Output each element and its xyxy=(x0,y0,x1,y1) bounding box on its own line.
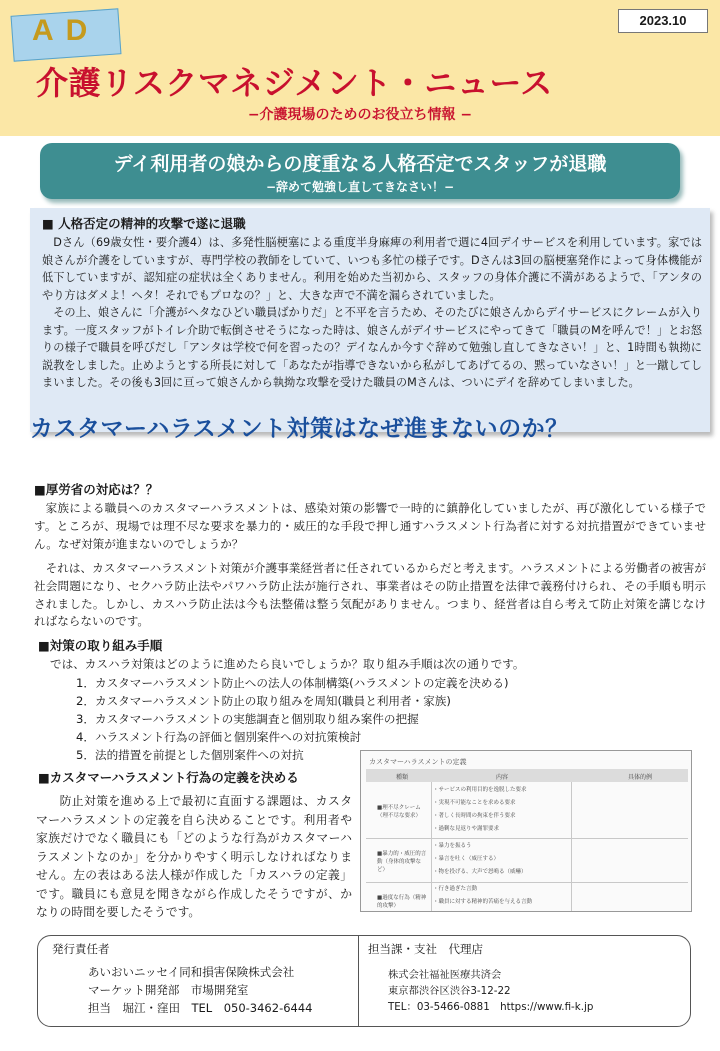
agent-name: 株式会社福祉医療共済会 xyxy=(388,969,502,981)
steps-lead: では、カスハラ対策はどのように進めたら良いでしょうか？取り組み手順は次の通りです。 xyxy=(50,657,525,671)
table-caption: カスタマーハラスメントの定義 xyxy=(369,758,467,766)
list-item: 2．カスタマーハラスメント防止の取り組みを周知(職員と利用者・家族) xyxy=(76,694,451,708)
footer-box xyxy=(37,935,691,1027)
table-row: ・物を投げる、大声で怒鳴る（威嚇） xyxy=(433,869,527,875)
table-header-type: 種類 xyxy=(396,774,409,781)
case-story-heading: ■ 人格否定の精神的攻撃で遂に退職 xyxy=(42,216,246,231)
headline-banner xyxy=(40,143,680,199)
table-column-divider xyxy=(431,782,432,912)
case-story-paragraph-2: その上、娘さんに「介護がヘタなひどい職員ばかりだ」と不平を言うため、そのたびに娘さんからデイサービスにクレームが入ります。一度スタッフがトイレ介助で転倒させそうになった時は、娘さんがデイサービスにやってきて「職員のMを呼んで！」とお怒りの様子で職員を呼びだし「アンタは学校で何を習ったの？デイなんか今すぐ辞めて勉強し直してきなさい！」と、1時間も執拗に説教をしました。止めようとする所長に対して「あなたが指導できないから私がしてあげてるの、黙っていなさい！」と一蹴してしまいました。その後も3回に亘って娘さんから執拗な攻撃を受けた職員のMさんは、ついにデイを辞めてしまいました。 xyxy=(42,306,702,389)
headline-title: デイ利用者の娘からの度重なる人格否定でスタッフが退職 xyxy=(113,153,607,175)
headline-subtitle: −辞めて勉強し直してきなさい！− xyxy=(265,180,455,194)
table-category-1: ■理不尽クレーム（理不尽な要求） xyxy=(377,805,422,819)
paragraph-mhlw-2: それは、カスタマーハラスメント対策が介護事業経営者に任されているからだと考えます。ハラスメントによる労働者の被害が社会問題になり、セクハラ防止法やパワハラ防止法が施行され、事業者はその防止措置を法律で義務付けられ、その手順も明示されました。しかし、カスハラ防止法は今も法整備は整う気配がありません。つまり、経営者は自ら考えて防止対策を講じなければならないのです。 xyxy=(34,561,706,629)
definition-table-image xyxy=(360,750,692,912)
list-item: 4．ハラスメント行為の評価と個別案件への対抗策検討 xyxy=(76,730,362,744)
table-header-content: 内容 xyxy=(496,774,509,781)
table-row: ・実現不可能なことを求める要求 xyxy=(433,800,516,806)
newsletter-title: 介護リスクマネジメント・ニュース xyxy=(36,64,553,102)
list-item: 3．カスタマーハラスメントの実態調査と個別取り組み案件の把握 xyxy=(76,712,419,726)
case-story-paragraph-1: Dさん（69歳女性・要介護4）は、多発性脳梗塞による重度半身麻痺の利用者で週に4回デイサービスを利用しています。家では娘さんが介護をしていますが、専門学校の教師をしていて、いつも多忙の様子です。Dさんは3回の脳梗塞発作によって身体機能が低下していますが、認知症の症状は全くありません。利用を始めた当初から、スタッフの身体介護に不満があるようで、「アンタのやり方はダメよ！ヘタ！それでもプロなの？」と、大きな声で不満を漏らされていました。 xyxy=(42,236,702,302)
table-row: ・暴力を振るう xyxy=(433,843,472,849)
publisher-company: あいおいニッセイ同和損害保険株式会社 xyxy=(88,965,295,979)
newsletter-subtitle: −介護現場のためのお役立ち情報 − xyxy=(247,107,473,123)
table-row-divider xyxy=(366,882,688,883)
list-item: 1．カスタマーハラスメント防止への法人の体制構築(ハラスメントの定義を決める) xyxy=(76,676,509,690)
agent-address: 東京都渋谷区渋谷3-12-22 xyxy=(388,985,511,997)
agent-tel: TEL：03-5466-0881 https://www.fi-k.jp xyxy=(388,1001,594,1013)
header-band xyxy=(0,0,720,136)
table-category-2: ■暴力的・威圧的言動（身体的攻撃など） xyxy=(377,851,427,873)
table-row: ・サービスの利用目的を逸脱した要求 xyxy=(433,787,527,793)
publisher-contact: 担当 堀江・窪田 TEL 050-3462-6444 xyxy=(88,1001,313,1015)
issue-date: 2023.10 xyxy=(618,9,708,33)
table-row: ・著しく長時間の拘束を伴う要求 xyxy=(433,813,516,819)
table-row: ・暴言を吐く（威圧する） xyxy=(433,856,500,862)
table-row: ・職員に対する精神的苦痛を与える言動 xyxy=(433,899,533,905)
paragraph-mhlw-1: 家族による職員へのカスタマーハラスメントは、感染対策の影響で一時的に鎮静化していましたが、再び激化している様子です。ところが、現場では理不尽な要求を暴力的・威圧的な手段で押し通すハラスメント行為者に対する対抗措置ができていません。なぜ対策が進まないのでしょうか？ xyxy=(34,501,706,551)
table-column-divider xyxy=(571,782,572,912)
footer-divider xyxy=(358,936,359,1026)
case-story-box xyxy=(30,208,710,432)
table-header-example: 具体的例 xyxy=(628,774,653,781)
heading-mhlw: ■厚労省の対応は？？ xyxy=(34,482,159,497)
table-row: ・行き過ぎた言動 xyxy=(433,886,478,892)
agent-title: 担当課・支社 代理店 xyxy=(368,942,483,956)
ad-badge-text: AD xyxy=(32,14,100,47)
paragraph-definition: 防止対策を進める上で最初に直面する課題は、カスタマーハラスメントの定義を自ら決めることです。利用者や家族だけでなく職員にも「どのような行為がカスタマーハラスメントなのか」を分かりやすく明示しなければなりません。左の表はある法人様が作成した「カスハラの定義」です。職員にも意見を聞きながら作成したそうですが、かなりの時間を要したそうです。 xyxy=(36,794,352,919)
publisher-dept: マーケット開発部 市場開発室 xyxy=(88,983,249,997)
publisher-title: 発行責任者 xyxy=(52,942,110,956)
table-category-3: ■過度な行為（精神的攻撃） xyxy=(377,895,427,909)
section-title: カスタマーハラスメント対策はなぜ進まないのか？ xyxy=(30,416,569,442)
heading-definition: ■カスタマーハラスメント行為の定義を決める xyxy=(38,770,299,785)
table-row: ・過剰な見返りや謝罪要求 xyxy=(433,826,500,832)
list-item: 5．法的措置を前提とした個別案件への対抗 xyxy=(76,748,304,762)
table-header-row xyxy=(366,769,688,782)
table-row-divider xyxy=(366,838,688,839)
heading-steps: ■対策の取り組み手順 xyxy=(38,638,163,653)
